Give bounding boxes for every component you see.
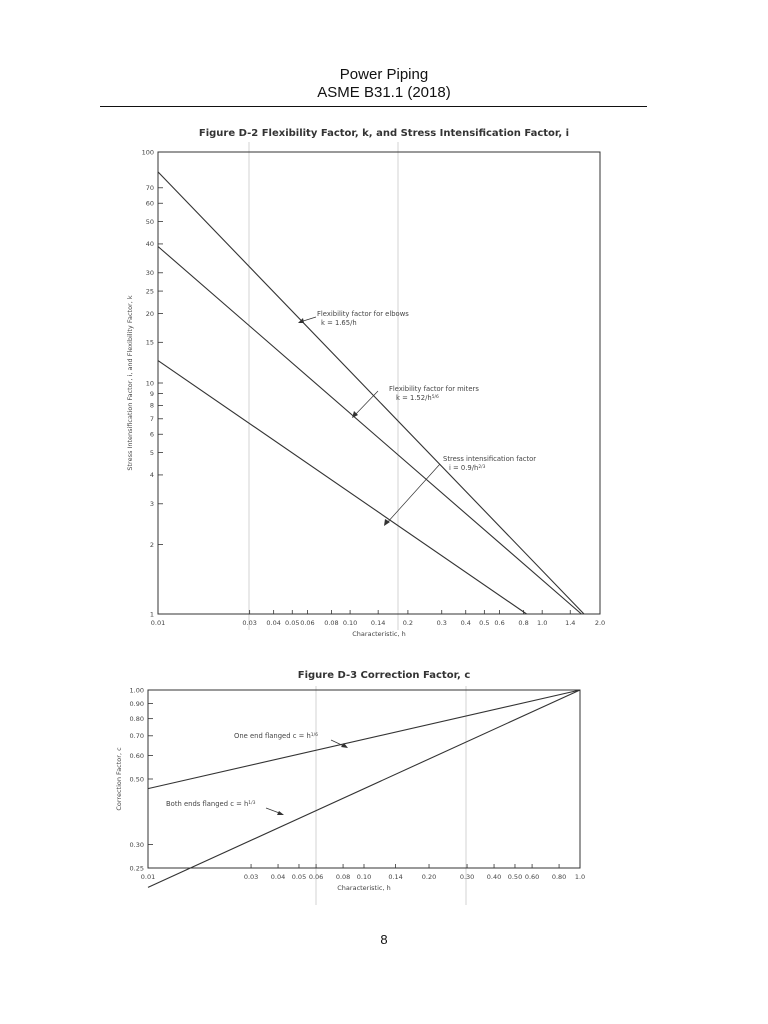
- header-title: Power Piping: [339, 66, 429, 83]
- y-tick-label: 60: [145, 199, 154, 208]
- annotation-formula: $k = 1.52/h^{5/6}$: [396, 394, 439, 402]
- x-tick-label: 0.14: [388, 873, 403, 881]
- x-tick-label: 0.14: [370, 619, 386, 627]
- figure-d2-title: Figure D-2 Flexibility Factor, k, and Stress Intensification Factor, i: [198, 128, 570, 139]
- x-tick-label: 0.8: [518, 619, 529, 627]
- x-tick-label: 0.6: [494, 619, 505, 627]
- annotation-text: Flexibility factor for elbows: [317, 310, 409, 318]
- y-tick-label: 0.80: [129, 714, 144, 723]
- y-tick-label: 9: [149, 389, 154, 398]
- x-tick-label: 1.0: [574, 873, 586, 881]
- y-tick-label: 0.60: [129, 751, 144, 760]
- x-tick-label: 0.04: [266, 619, 281, 627]
- series-line-2: [148, 690, 580, 887]
- x-tick-label: 0.20: [421, 873, 437, 881]
- y-tick-label: 0.90: [129, 699, 144, 708]
- x-tick-label: 0.05: [285, 619, 300, 627]
- plot-frame: [158, 152, 600, 614]
- plot-frame: [148, 690, 580, 868]
- annotation-text: One end flanged $c = h^{1/6}$: [234, 732, 319, 740]
- x-tick-label: 0.01: [140, 873, 156, 881]
- y-tick-label: 1: [149, 610, 154, 619]
- y-tick-label: 6: [149, 430, 154, 439]
- x-tick-label: 0.2: [402, 619, 414, 627]
- x-tick-label: 0.06: [300, 619, 315, 627]
- x-tick-label: 0.03: [243, 873, 259, 881]
- y-tick-label: 5: [149, 448, 154, 457]
- y-tick-label: 40: [145, 240, 154, 249]
- y-tick-label: 70: [145, 184, 154, 193]
- y-tick-label: 0.25: [129, 864, 144, 873]
- x-tick-label: 0.80: [551, 873, 567, 881]
- annotation-text: Stress intensification factor: [443, 455, 537, 463]
- annotation-leader: [354, 391, 378, 416]
- annotation-formula: k = 1.65/h: [321, 319, 357, 327]
- x-tick-label: 0.04: [270, 873, 286, 881]
- x-tick-label: 0.06: [308, 873, 324, 881]
- y-tick-label: 20: [145, 309, 154, 318]
- x-tick-label: 0.50: [507, 873, 523, 881]
- y-tick-label: 4: [149, 471, 154, 480]
- x-tick-label: 0.40: [486, 873, 502, 881]
- series-line-2: [158, 247, 581, 615]
- y-tick-label: 10: [145, 379, 154, 388]
- y-tick-label: 100: [141, 148, 154, 157]
- x-tick-label: 0.5: [479, 619, 490, 627]
- y-tick-label: 2: [149, 540, 154, 549]
- y-tick-label: 7: [149, 415, 154, 424]
- x-tick-label: 0.10: [342, 619, 358, 627]
- annotation-text: Flexibility factor for miters: [389, 385, 479, 393]
- y-tick-label: 1.00: [129, 686, 144, 695]
- y-tick-label: 15: [145, 338, 154, 347]
- header-subtitle: ASME B31.1 (2018): [317, 84, 451, 101]
- series-line-3: [158, 361, 527, 614]
- y-tick-label: 0.50: [129, 775, 144, 784]
- x-axis-label: Characteristic, h: [337, 884, 391, 892]
- x-tick-label: 1.4: [565, 619, 576, 627]
- x-tick-label: 0.30: [459, 873, 475, 881]
- y-tick-label: 50: [145, 217, 154, 226]
- annotation-formula: $i = 0.9/h^{2/3}$: [449, 464, 486, 472]
- x-tick-label: 0.10: [356, 873, 372, 881]
- x-tick-label: 1.0: [537, 619, 548, 627]
- annotation-text: Both ends flanged $c = h^{1/3}$: [166, 800, 256, 808]
- x-tick-label: 0.03: [242, 619, 257, 627]
- x-tick-label: 0.4: [460, 619, 471, 627]
- series-line-1: [148, 690, 580, 789]
- y-tick-label: 0.30: [129, 840, 144, 849]
- y-axis-label: Stress Intensification Factor, i, and Flexibility Factor, k: [126, 295, 134, 471]
- y-tick-label: 8: [149, 401, 154, 410]
- y-axis-label: Correction Factor, c: [115, 747, 123, 811]
- x-tick-label: 0.08: [335, 873, 351, 881]
- x-tick-label: 0.60: [524, 873, 540, 881]
- y-tick-label: 25: [145, 287, 154, 296]
- annotation-leader: [386, 464, 440, 524]
- x-tick-label: 0.01: [150, 619, 166, 627]
- series-line-1: [158, 172, 584, 614]
- x-tick-label: 2.0: [594, 619, 606, 627]
- page-number: 8: [380, 932, 388, 947]
- figure-d3-title: Figure D-3 Correction Factor, c: [297, 670, 471, 681]
- y-tick-label: 30: [145, 269, 154, 278]
- annotation-arrowhead: [277, 811, 284, 815]
- x-tick-label: 0.3: [436, 619, 447, 627]
- y-tick-label: 3: [149, 500, 154, 509]
- x-tick-label: 0.08: [324, 619, 339, 627]
- x-axis-label: Characteristic, h: [352, 630, 406, 638]
- x-tick-label: 0.05: [291, 873, 307, 881]
- y-tick-label: 0.70: [129, 732, 144, 741]
